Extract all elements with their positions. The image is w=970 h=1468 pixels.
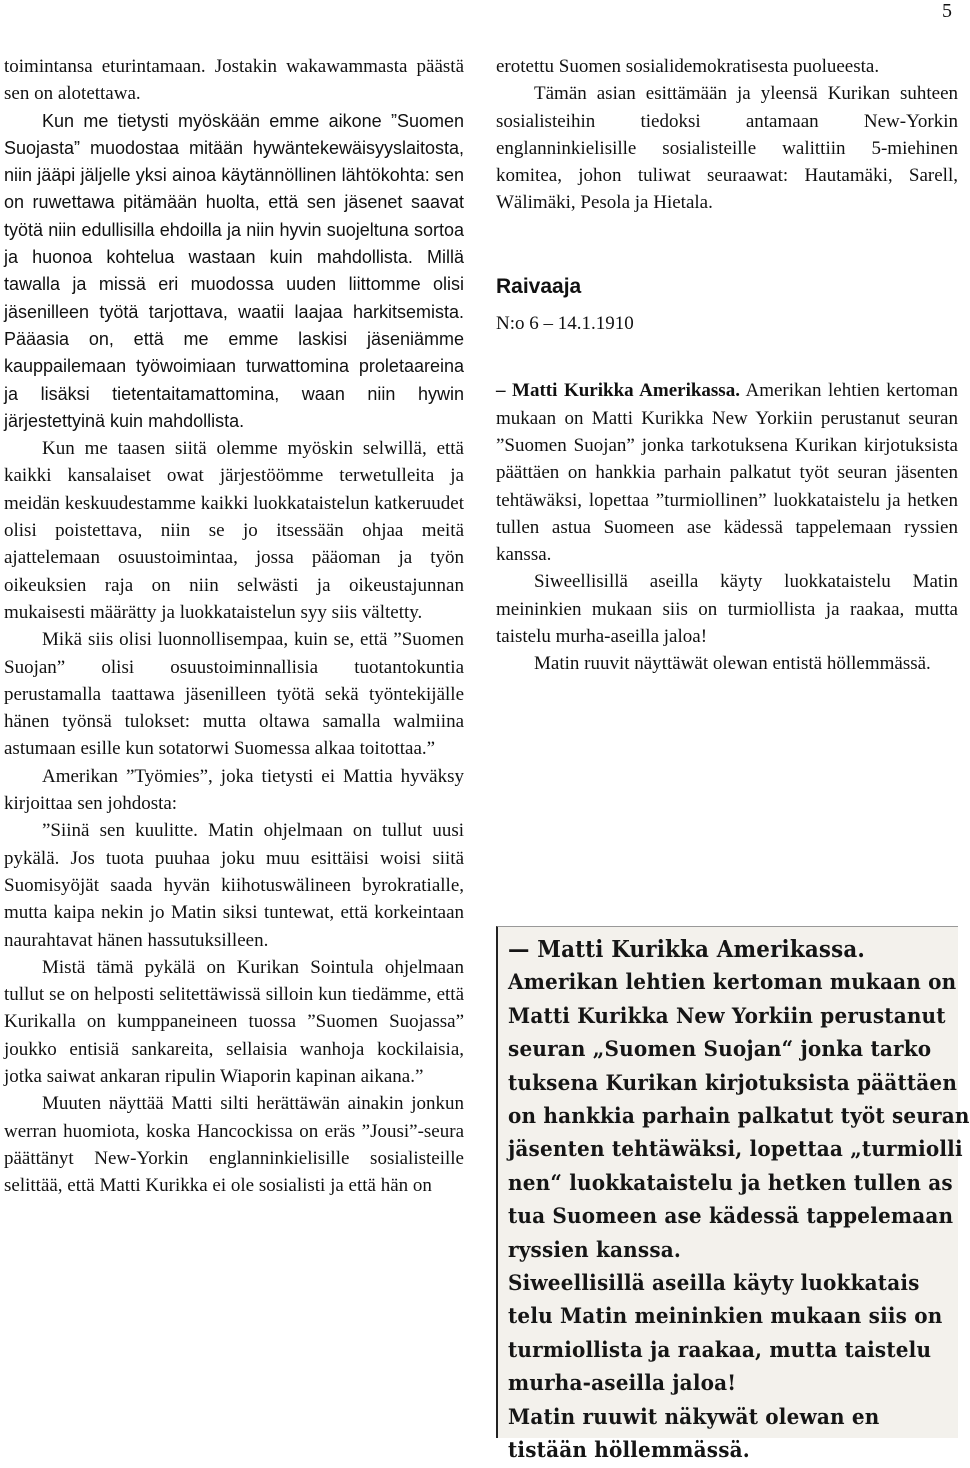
clipping-line: ryssien kanssa. bbox=[508, 1237, 682, 1263]
clipping-headline: — Matti Kurikka Amerikassa. bbox=[508, 936, 866, 963]
lead-paragraph bbox=[496, 377, 958, 568]
clipping-line: jäsenten tehtäwäksi, lopettaa „turmiolli bbox=[508, 1137, 963, 1163]
newspaper-clipping bbox=[496, 926, 970, 1464]
paragraph: ”Siinä sen kuulitte. Matin ohjelmaan on tullut uusi pykälä. Jos tuota puuhaa joku muu esittäisi woisi siitä Suomisyöjät saada hyvän kiihotuswälineen byrokratialle, mutta kaipa nekin jo Matin siksi tuntewat, että korkeintaan naurahtavat hänen hassutuksilleen. bbox=[4, 820, 464, 951]
page-number: 5 bbox=[942, 0, 952, 22]
clipping-line: on hankkia parhain palkatut työt seuran bbox=[508, 1104, 970, 1130]
clipping-line: tuksena Kurikan kirjotuksista päättäen bbox=[508, 1070, 958, 1096]
right-column bbox=[496, 53, 958, 678]
left-column bbox=[4, 53, 464, 1199]
section-title: Raivaaja bbox=[496, 274, 582, 298]
paragraph: Tämän asian esittämään ja yleensä Kurikan suhteen sosialisteihin tiedoksi antamaan New-Yorkin englanninkielisille sosialisteille walittiin 5-miehinen komitea, johon tuliwat seuraawat: Hautamäki, Sarell, Wälimäki, Pesola ja Hietala. bbox=[496, 83, 958, 214]
paragraph: Kun me tietysti myöskään emme aikone ”Suomen Suojasta” muodostaa mitään hywäntekewäisyyslaitosta, niin jääpi jäljelle yksi ainoa käytännöllinen lähtökohta: sen on ruwettawa pitämään huolta, että sen jäsenet saavat työtä niin edullisilla ehdoilla ja niin hyvin suojeltuna sortoa ja huonoa kohtelua wastaan kuin mahdollista. Millä tawalla ja missä eri muodossa uuden liittomme olisi jäsenilleen työtä tarjottava, waatii laajaa harkitsemista. Pääasia on, että me emme laskisi jäseniämme kauppailemaan työwoimiaan turwattomina proletaareina ja lisäksi tietentaitamattomina, waan niin hywin järjestettyinä kuin mahdollista. bbox=[4, 110, 464, 431]
clipping-line: murha-aseilla jaloa! bbox=[508, 1371, 737, 1397]
clipping-line: Matti Kurikka New Yorkiin perustanut bbox=[508, 1003, 946, 1029]
paragraph: Muuten näyttää Matti silti herättäwän ainakin jonkun werran huomiota, koska Hancockissa on eräs ”Jousi”-seura päättänyt New-Yorkin englanninkielisille sosialisteille selittää, että Matti Kurikka ei ole sosialisti ja että hän on bbox=[4, 1093, 464, 1197]
lead-text: Amerikan lehtien kertoman mukaan on Matti Kurikka New Yorkiin perustanut seuran ”Suomen Suojan” jonka tarkotuksena Kurikan kirjotuksista päättäen on hankkia parhain palkatut työt seuran jäsenten tehtäwäksi, lopettaa ”turmiollinen” luokkataistelu ja hetken tullen astua Suomeen ase kädessä tappelemaan ryssien kanssa. bbox=[496, 380, 958, 566]
clipping-line: turmiollista ja raakaa, mutta taistelu bbox=[508, 1337, 932, 1363]
clipping-line: seuran „Suomen Suojan“ jonka tarko bbox=[508, 1037, 932, 1063]
clipping-line: tua Suomeen ase kädessä tappelemaan bbox=[508, 1204, 954, 1230]
paragraph: toimintansa eturintamaan. Jostakin wakawammasta päästä sen on alotettawa. bbox=[4, 56, 464, 105]
paragraph: Siweellisillä aseilla käyty luokkataistelu Matin meininkien mukaan siis on turmiollista ja raakaa, mutta taistelu murha-aseilla jaloa! bbox=[496, 571, 958, 648]
clipping-line: nen“ luokkataistelu ja hetken tullen as bbox=[508, 1170, 953, 1196]
paragraph: Amerikan ”Työmies”, joka tietysti ei Mattia hyväksy kirjoittaa sen johdosta: bbox=[4, 765, 464, 815]
paragraph: Mikä siis olisi luonnollisempaa, kuin se, että ”Suomen Suojan” olisi osuustoiminnallisia tuotantokuntia perustamalla taattawa jäsenilleen työtä sekä työntekijälle hänen työnsä tulokset: mutta oltawa samalla walmiina astumaan esille kun sotatorwi Suomessa alkaa toitottaa.” bbox=[4, 629, 464, 760]
paragraph: Kun me taasen siitä olemme myöskin selwillä, että kaikki kansalaiset owat järjestöömme terwetulleita ja meidän keskuudestamme kaikki luokkataistelun katkeruudet olisi poistettava, niin se jo itsessään ohjaa meitä ajattelemaan osuustoimintaa, jossa pääoman ja työn oikeuksien raja on niin selwästi ja oikeustajunnan mukaisesti määrätty ja luokkataistelun syy siis vältetty. bbox=[4, 438, 464, 623]
lead-heading: – Matti Kurikka Amerikassa. bbox=[496, 380, 740, 402]
issue-line: N:o 6 – 14.1.1910 bbox=[496, 313, 634, 335]
clipping-line: Amerikan lehtien kertoman mukaan on bbox=[508, 970, 957, 996]
clipping-line: telu Matin meininkien mukaan siis on bbox=[508, 1304, 943, 1330]
clipping-line: Siweellisillä aseilla käyty luokkatais bbox=[508, 1271, 920, 1297]
paragraph: Matin ruuvit näyttäwät olewan entistä höllemmässä. bbox=[534, 653, 931, 675]
clipping-line: tistään höllemmässä. bbox=[508, 1438, 750, 1464]
clipping-line: Matin ruuwit näkywät olewan en bbox=[508, 1404, 880, 1430]
paragraph: Mistä tämä pykälä on Kurikan Sointula ohjelmaan tullut se on helposti selitettäwissä silloin kun tiedämme, että Kurikalla on kumppaneineen tuossa ”Suomen Suojassa” joukko entisiä sankareita, sellaisia wanhoja kockilaisia, jotka saiwat ankaran ripulin Wiaporin kapinan aikana.” bbox=[4, 956, 464, 1087]
paragraph: erotettu Suomen sosialidemokratisesta puolueesta. bbox=[496, 56, 880, 77]
